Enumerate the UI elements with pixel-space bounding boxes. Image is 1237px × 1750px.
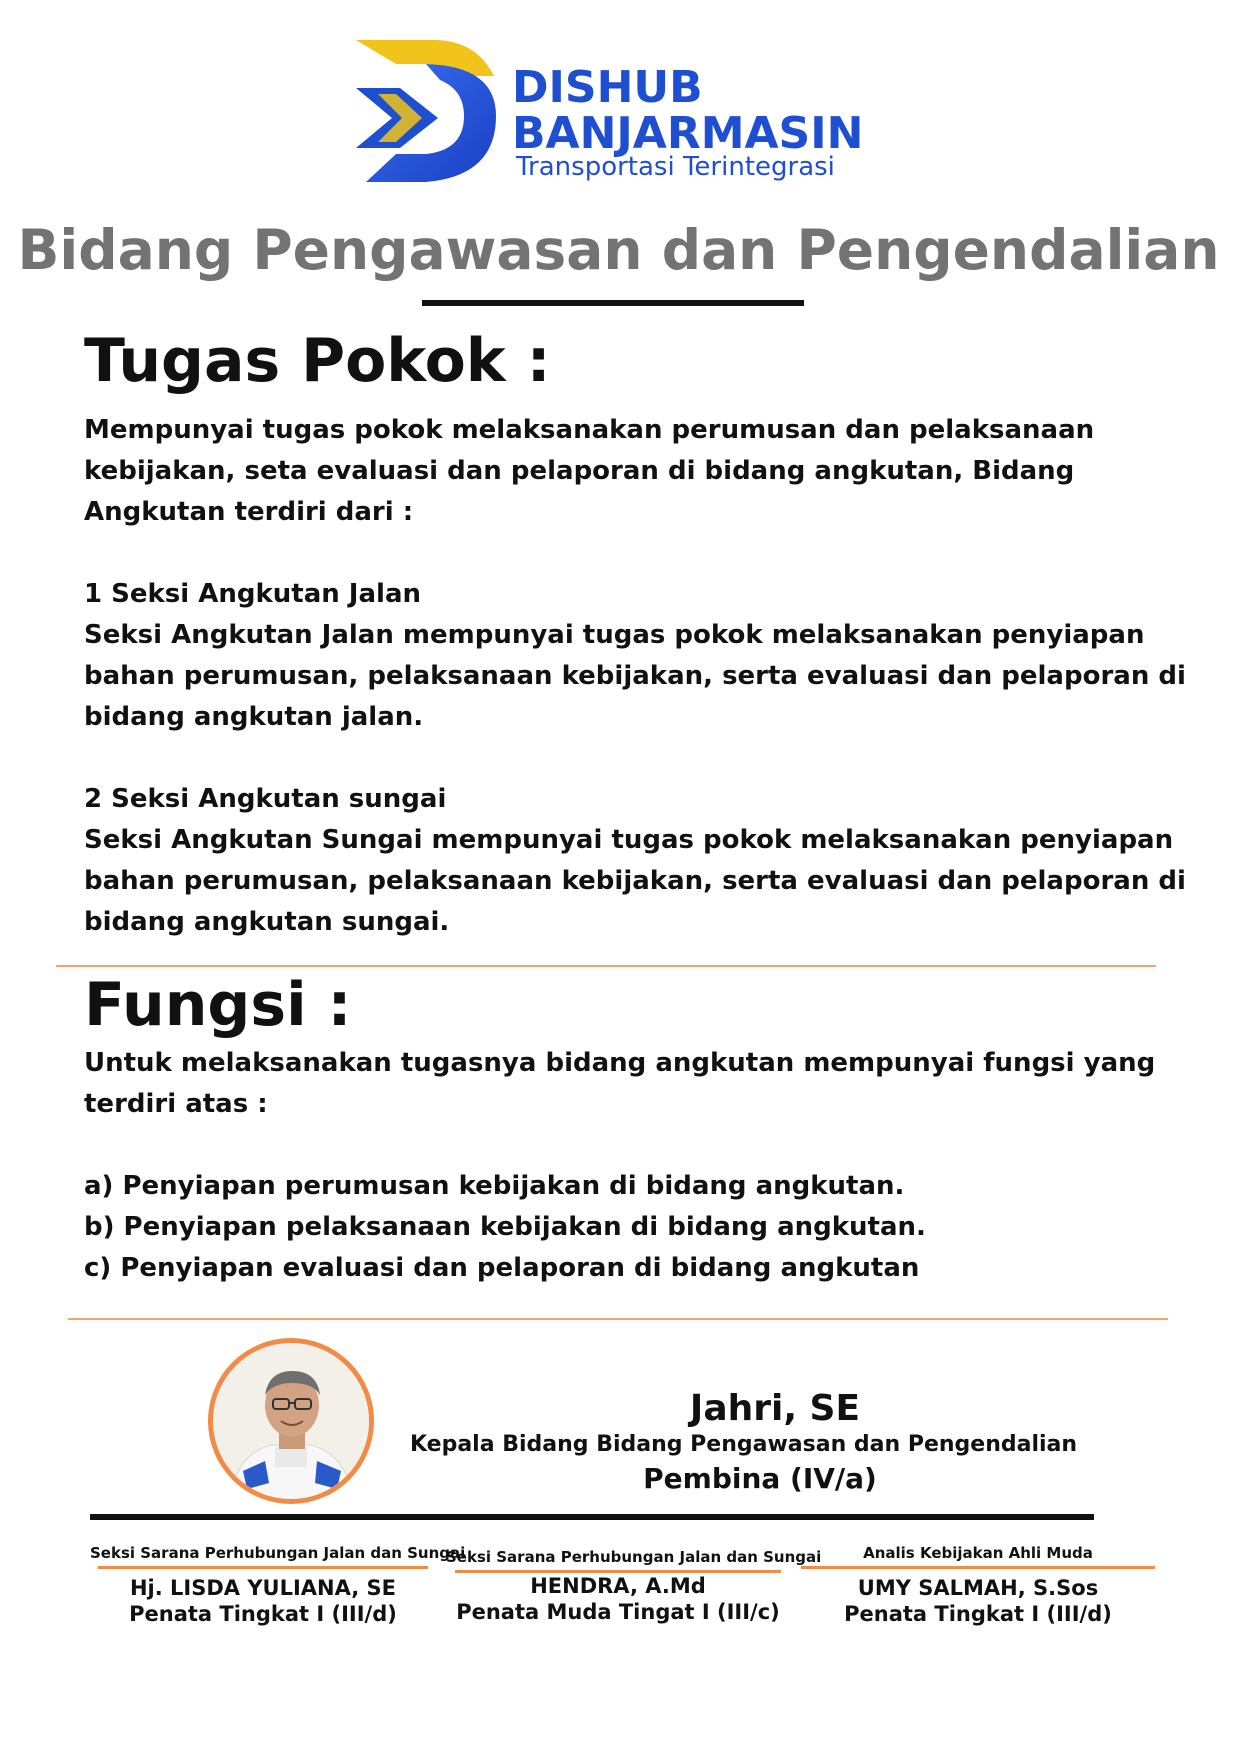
fungsi-heading: Fungsi : <box>84 970 352 1040</box>
fungsi-intro-line: Untuk melaksanakan tugasnya bidang angkutan mempunyai fungsi yang <box>84 1048 1156 1078</box>
tugas-intro-line: kebijakan, seta evaluasi dan pelaporan di bidang angkutan, Bidang <box>84 456 1075 486</box>
title-underline <box>422 300 804 306</box>
staff-unit: Analis Kebijakan Ahli Muda <box>863 1544 1093 1562</box>
fungsi-item: b) Penyiapan pelaksanaan kebijakan di bidang angkutan. <box>84 1212 926 1242</box>
tugas-pokok-body <box>84 410 1194 943</box>
tugas-intro-line: Mempunyai tugas pokok melaksanakan perumusan dan pelaksanaan <box>84 415 1095 445</box>
staff-name: Hj. LISDA YULIANA, SE <box>129 1576 397 1600</box>
staff-card <box>798 1542 1158 1627</box>
section-divider <box>68 1318 1168 1320</box>
head-rank: Pembina (IV/a) <box>643 1462 877 1495</box>
staff-card <box>90 1542 466 1627</box>
seksi-angkutan-jalan-line: bidang angkutan jalan. <box>84 702 424 732</box>
head-avatar <box>208 1338 374 1504</box>
tugas-intro-line: Angkutan terdiri dari : <box>84 497 414 527</box>
section-divider <box>56 965 1156 967</box>
seksi-angkutan-sungai-line: bahan perumusan, pelaksanaan kebijakan, serta evaluasi dan pelaporan di <box>84 866 1186 896</box>
seksi-angkutan-jalan-line: Seksi Angkutan Jalan mempunyai tugas pokok melaksanakan penyiapan <box>84 620 1145 650</box>
seksi-angkutan-jalan-title: 1 Seksi Angkutan Jalan <box>84 579 421 609</box>
staff-name: HENDRA, A.Md <box>530 1574 706 1598</box>
seksi-angkutan-sungai-title: 2 Seksi Angkutan sungai <box>84 784 447 814</box>
head-role: Kepala Bidang Bidang Pengawasan dan Pengendalian <box>410 1432 1078 1457</box>
fungsi-item: a) Penyiapan perumusan kebijakan di bidang angkutan. <box>84 1171 905 1201</box>
department-title: Bidang Pengawasan dan Pengendalian <box>17 218 1220 282</box>
logo-title-line2: BANJARMASIN <box>512 108 864 159</box>
staff-rank: Penata Tingkat I (III/d) <box>129 1602 397 1626</box>
fungsi-item: c) Penyiapan evaluasi dan pelaporan di bidang angkutan <box>84 1253 920 1283</box>
tugas-pokok-heading: Tugas Pokok : <box>84 326 551 396</box>
staff-rank: Penata Tingkat I (III/d) <box>844 1602 1112 1626</box>
staff-unit: Seksi Sarana Perhubungan Jalan dan Sungai <box>446 1548 822 1566</box>
staff-rank: Penata Muda Tingat I (III/c) <box>456 1600 780 1624</box>
fungsi-intro-line: terdiri atas : <box>84 1089 268 1119</box>
staff-unit: Seksi Sarana Perhubungan Jalan dan Sungai <box>90 1544 466 1562</box>
person-portrait-icon <box>213 1343 369 1499</box>
dishub-logo <box>356 36 864 196</box>
staff-card <box>446 1546 822 1625</box>
staff-unit-underline <box>801 1566 1155 1569</box>
staff-unit-underline <box>98 1566 428 1569</box>
staff-divider <box>90 1514 1094 1520</box>
logo-tagline: Transportasi Terintegrasi <box>516 152 835 182</box>
seksi-angkutan-jalan-line: bahan perumusan, pelaksanaan kebijakan, serta evaluasi dan pelaporan di <box>84 661 1186 691</box>
seksi-angkutan-sungai-line: Seksi Angkutan Sungai mempunyai tugas pokok melaksanakan penyiapan <box>84 825 1174 855</box>
staff-name: UMY SALMAH, S.Sos <box>857 1576 1099 1600</box>
head-name: Jahri, SE <box>689 1388 861 1429</box>
dishub-logo-mark-icon <box>356 36 506 186</box>
fungsi-body <box>84 1043 1194 1289</box>
seksi-angkutan-sungai-line: bidang angkutan sungai. <box>84 907 450 937</box>
logo-title-line1: DISHUB <box>512 62 703 113</box>
